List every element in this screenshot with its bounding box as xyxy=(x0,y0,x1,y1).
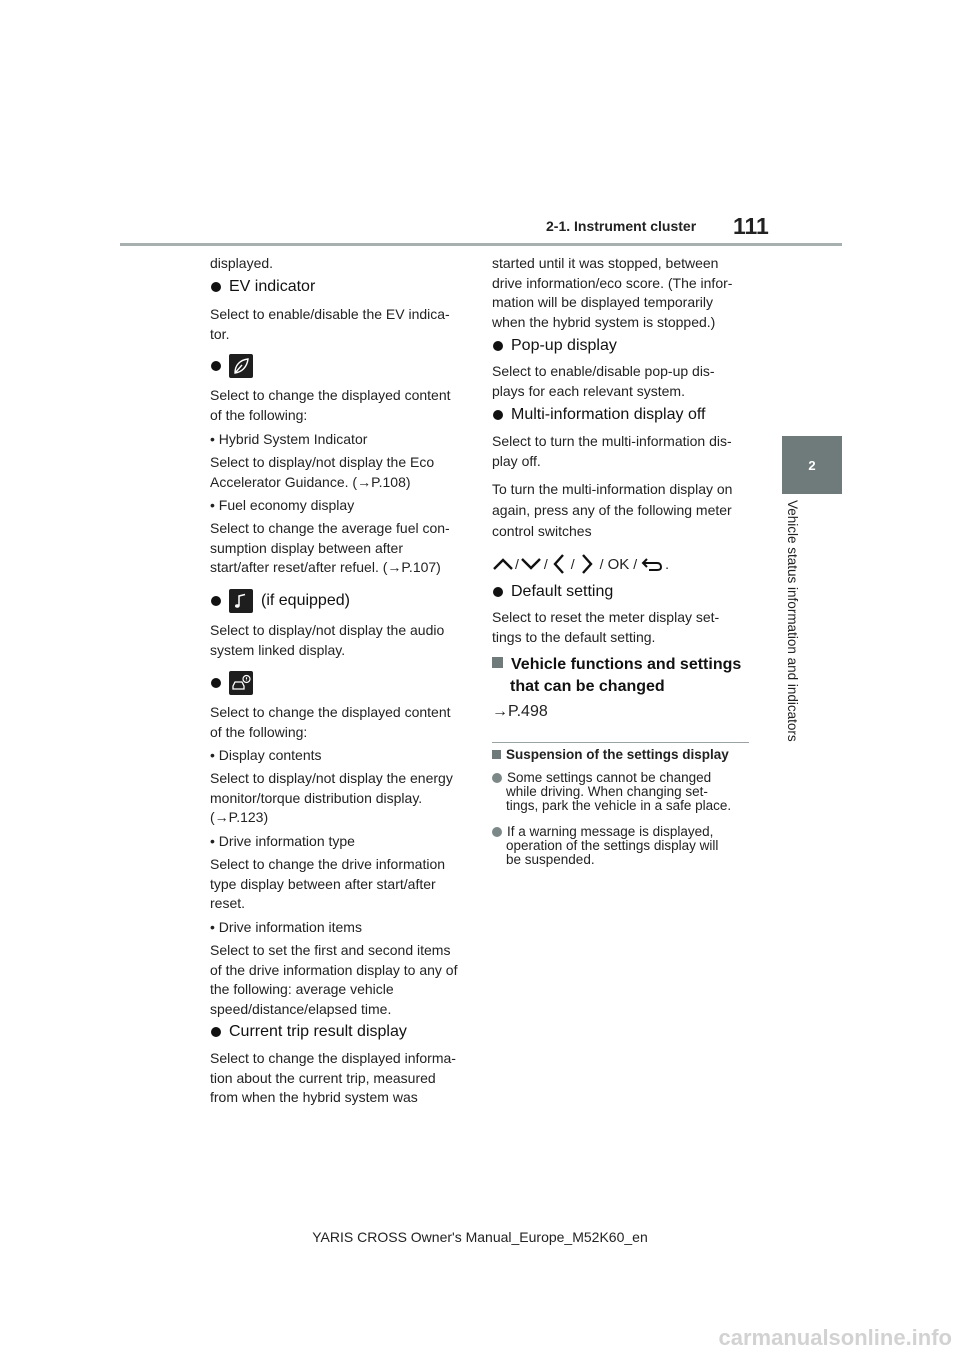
default-heading: Default setting xyxy=(511,583,614,600)
trip-result-desc: Select to change the displayed informa- tion about the current trip, measured from when the hybrid system was xyxy=(210,1050,456,1105)
square-bullet-icon xyxy=(492,657,503,668)
item-eco xyxy=(211,354,467,378)
bullet-icon xyxy=(211,678,221,688)
drive-item-items: • Drive information items xyxy=(210,919,362,935)
item-drive-info xyxy=(211,671,467,695)
eco-item-fuel: • Fuel economy display xyxy=(210,497,355,513)
note-item-2: If a warning message is displayed, operation of the settings display will be suspended. xyxy=(492,825,752,867)
chapter-number: 2 xyxy=(808,457,816,473)
mid-off-heading: Multi-information display off xyxy=(511,406,706,423)
bullet-icon xyxy=(492,773,502,783)
bullet-icon xyxy=(493,410,503,420)
mid-off-desc: Select to turn the multi-information dis- play off. xyxy=(492,433,732,469)
eco-leaf-icon xyxy=(229,354,253,378)
drive-item-items-desc: Select to set the first and second items of the drive information display to any of the following: average vehicle speed/distance/elapsed time. xyxy=(210,942,458,1017)
music-note-icon xyxy=(229,589,253,613)
trip-result-heading: Current trip result display xyxy=(229,1023,407,1040)
popup-heading: Pop-up display xyxy=(511,337,617,354)
audio-desc: Select to display/not display the audio system linked display. xyxy=(210,622,445,658)
bullet-icon xyxy=(493,341,503,351)
eco-desc: Select to change the displayed content of the following: xyxy=(210,387,451,423)
trip-result-desc-cont: started until it was stopped, between drive information/eco score. (The infor- mation will be displayed temporarily when the hybrid system is stopped.) xyxy=(492,255,733,330)
header-divider xyxy=(120,243,842,246)
vehicle-functions-ref: →P.498 xyxy=(492,703,548,720)
back-arrow-icon xyxy=(641,557,663,571)
drive-item-type: • Drive information type xyxy=(210,833,355,849)
item-trip-result xyxy=(211,1021,467,1043)
watermark: carmanualsonline.info xyxy=(718,1325,952,1350)
drive-item-contents-desc: Select to display/not display the energy monitor/torque distribution display. (→P.123) xyxy=(210,770,453,825)
section-title: 2-1. Instrument cluster xyxy=(546,218,697,234)
chevron-right-icon xyxy=(580,553,594,575)
note-item-1: Some settings cannot be changed while driving. When changing set- tings, park the vehicle in a safe place. xyxy=(492,771,752,813)
item-mid-off xyxy=(493,404,749,426)
chevron-left-icon xyxy=(552,553,566,575)
audio-heading: (if equipped) xyxy=(261,592,350,609)
vehicle-info-icon xyxy=(229,671,253,695)
bullet-icon xyxy=(211,361,221,371)
chevron-down-icon xyxy=(520,557,542,571)
drive-item-contents: • Display contents xyxy=(210,747,322,763)
chapter-tab xyxy=(782,436,842,494)
item-audio xyxy=(211,589,467,613)
eco-item-hybrid: • Hybrid System Indicator xyxy=(210,431,368,447)
drive-desc: Select to change the displayed content of the following: xyxy=(210,704,451,740)
vehicle-functions-heading: Vehicle functions and settings that can be changed xyxy=(492,654,752,698)
item-default xyxy=(493,581,749,603)
note-title: Suspension of the settings display xyxy=(492,747,752,762)
drive-item-type-desc: Select to change the drive information type display between after start/after reset. xyxy=(210,856,446,911)
item-ev-indicator xyxy=(211,276,467,298)
ev-indicator-desc: Select to enable/disable the EV indica- tor. xyxy=(210,306,450,342)
bullet-icon xyxy=(493,587,503,597)
chapter-side-text: Vehicle status information and indicators xyxy=(785,500,800,742)
popup-desc: Select to enable/disable pop-up dis- plays for each relevant system. xyxy=(492,363,715,399)
default-desc: Select to reset the meter display set- tings to the default setting. xyxy=(492,609,720,645)
chevron-up-icon xyxy=(492,557,514,571)
meter-switch-list: / / / / OK / . xyxy=(492,553,669,575)
ok-switch-label: OK xyxy=(607,555,630,573)
text-displayed: displayed. xyxy=(210,255,274,271)
square-bullet-icon xyxy=(492,750,501,759)
eco-item-hybrid-desc: Select to display/not display the Eco Accelerator Guidance. (→P.108) xyxy=(210,454,435,490)
page-number: 111 xyxy=(733,213,769,239)
item-popup xyxy=(493,335,749,357)
footer-manual-title: YARIS CROSS Owner's Manual_Europe_M52K60_en xyxy=(312,1229,648,1245)
bullet-icon xyxy=(211,282,221,292)
note-divider xyxy=(492,742,749,743)
ev-indicator-heading: EV indicator xyxy=(229,278,316,295)
bullet-icon xyxy=(492,827,502,837)
bullet-icon xyxy=(211,1027,221,1037)
mid-on-desc: To turn the multi-information display on again, press any of the following meter control switches xyxy=(492,481,733,539)
bullet-icon xyxy=(211,596,221,606)
eco-item-fuel-desc: Select to change the average fuel con- sumption display between after start/after reset/after refuel. (→P.107) xyxy=(210,520,450,575)
chapter-side-label xyxy=(785,500,809,770)
